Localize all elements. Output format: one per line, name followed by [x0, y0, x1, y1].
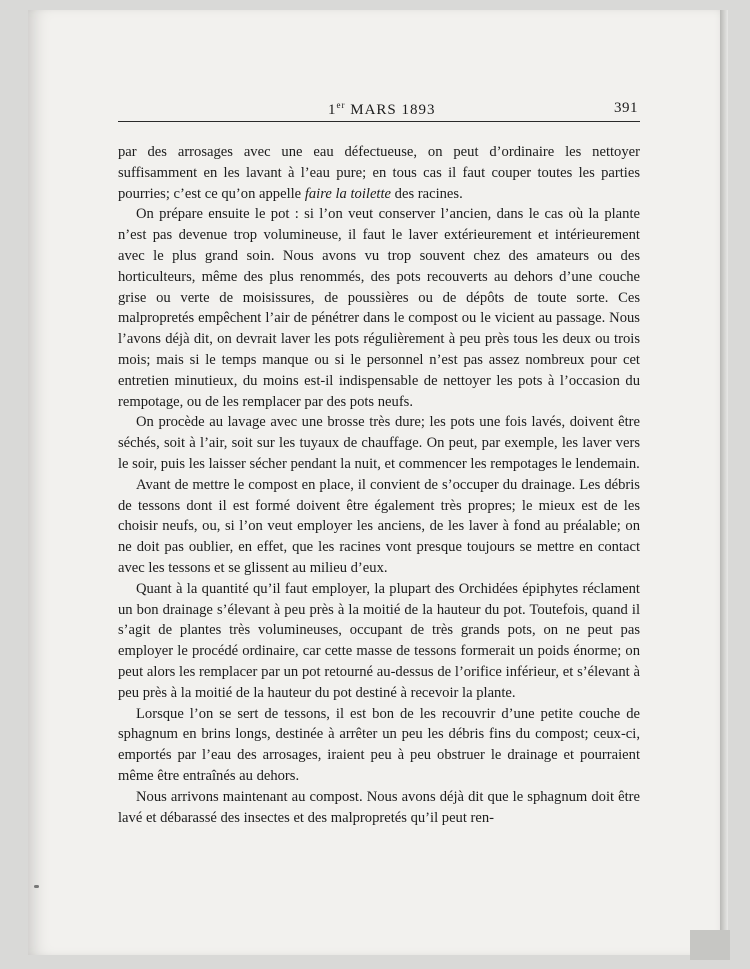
date-day: 1: [328, 102, 337, 118]
paragraph-3: On procède au lavage avec une brosse très dure; les pots une fois lavés, doivent être séchés, soit à l’air, soit sur les tuyaux de chauffage. On peut, par exemple, les laver vers le soir, puis les laisser sécher pendant la nuit, et commencer les rempotages le lendemain.: [118, 414, 640, 472]
header-date: [328, 100, 436, 119]
paragraph-4: Avant de mettre le compost en place, il convient de s’occuper du drainage. Les débris de tessons dont il est formé doivent être également très propres; le mieux est de les choisir neufs, ou, si l’on veut employer les anciens, de les laver à fond au préalable; on ne doit pas oublier, en effet, que les racines vont presque toujours se mettre en contact avec les tessons et se glissent au milieu d’eux.: [118, 476, 640, 576]
page-number: 391: [614, 100, 638, 116]
paragraph-1-end: des racines.: [391, 185, 463, 202]
header-rule: [118, 121, 640, 122]
page-corner-shadow: [690, 930, 730, 960]
scan-speck: [34, 885, 39, 888]
paragraph-5: Quant à la quantité qu’il faut employer, la plupart des Orchidées épiphytes réclament un bon drainage s’élevant à peu près à la moitié de la hauteur du pot. Toutefois, quand il s’agit de plantes très volumineuses, occupant de très grands pots, on ne peut pas employer le procédé ordinaire, car cette masse de tessons formerait un poids énorme; on peut alors les remplacer par un pot retourné au-dessus de l’orifice inférieur, et s’élevant à peu près à la moitié de la hauteur du pot destiné à recevoir la plante.: [118, 580, 640, 701]
page-edge-shadow: [720, 10, 728, 960]
paragraph-1: [118, 142, 640, 204]
paragraph-7: Nous arrivons maintenant au compost. Nous avons déjà dit que le sphagnum doit être lavé et débarassé des insectes et des malpropretés qu’il peut ren-: [118, 788, 640, 826]
running-header: [118, 100, 638, 122]
paragraph-1-text: par des arrosages avec une eau défectueuse, on peut d’ordinaire les nettoyer suffisamment en les lavant à l’eau pure; en tous cas il faut couper toutes les parties pourries; c’est ce qu’on appelle: [118, 144, 640, 202]
body-text: [118, 142, 640, 828]
date-superscript: er: [336, 100, 346, 110]
paragraph-6: Lorsque l’on se sert de tessons, il est bon de les recouvrir d’une petite couche de sphagnum en brins longs, destinée à arrêter un peu les débris fins du compost; ceux-ci, emportés par l’eau des arrosages, iraient peu à peu obstruer le drainage et pourraient même être entraînés au dehors.: [118, 705, 640, 784]
paragraph-2: On prépare ensuite le pot : si l’on veut conserver l’ancien, dans le cas où la plante n’est pas devenue trop volumineuse, il faut le laver extérieurement et intérieurement avec le plus grand soin. Nous avons vu trop souvent chez des amateurs ou des horticulteurs, même des plus renommés, des pots recouverts au dehors d’une couche grise ou verte de moisissures, de poussières ou de dépôts de toute sorte. Ces malpropretés empêchent l’air de pénétrer dans le compost ou le vicient au passage. Nous l’avons déjà dit, on devrait laver les pots régulièrement à peu près tous les deux ou trois mois; mais si le temps manque ou si le personnel n’est pas assez nombreux pour cet entretien minutieux, du moins est-il indispensable de nettoyer les pots à l’occasion du rempotage, ou de les remplacer par des pots neufs.: [118, 206, 640, 410]
date-month-year: MARS 1893: [345, 102, 436, 118]
paragraph-1-italic: faire la toilette: [304, 185, 392, 202]
